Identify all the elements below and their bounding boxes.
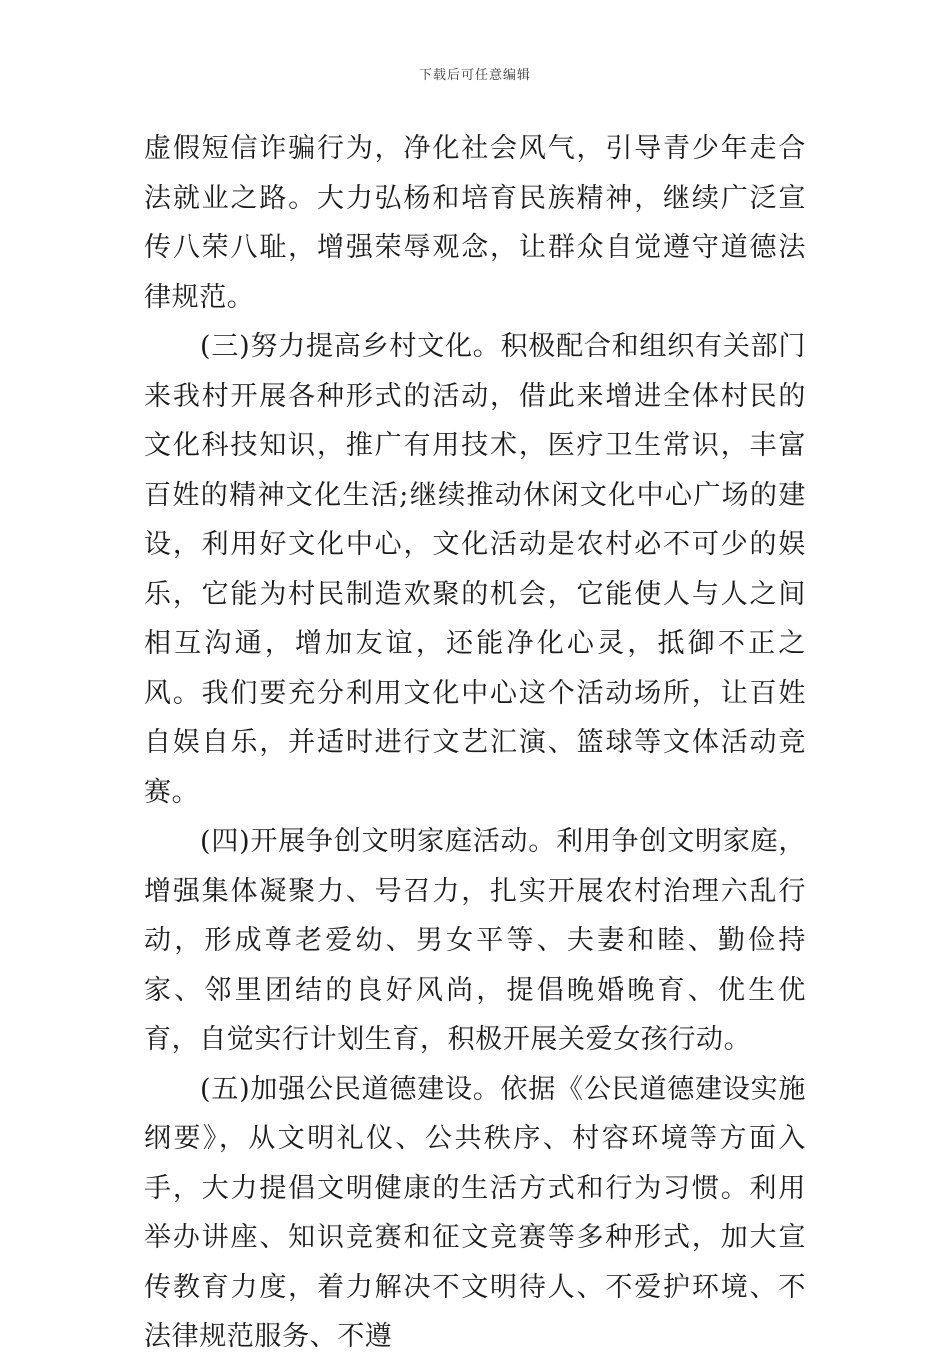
page-header-note: 下载后可任意编辑 xyxy=(418,68,531,83)
paragraph-section-5: (五)加强公民道德建设。依据《公民道德建设实施纲要》，从文明礼仪、公共秩序、村容环境等方面入手，大力提倡文明健康的生活方式和行为习惯。利用举办讲座、知识竞赛和征文竞赛等多种形式，加大宣传教育力度，着力解决不文明待人、不爱护环境、不法律规范服务、不遵 xyxy=(144,1073,806,1352)
paragraph-section-3: (三)努力提高乡村文化。积极配合和组织有关部门来我村开展各种形式的活动，借此来增进全体村民的文化科技知识，推广有用技术，医疗卫生常识，丰富百姓的精神文化生活;继续推动休闲文化中心广场的建设，利用好文化中心，文化活动是农村必不可少的娱乐，它能为村民制造欢聚的机会，它能使人与人之间相互沟通，增加友谊，还能净化心灵，抵御不正之风。我们要充分利用文化中心这个活动场所，让百姓自娱自乐，并适时进行文艺汇演、篮球等文体活动竞赛。 xyxy=(144,331,806,808)
document-body xyxy=(144,124,806,1362)
paragraph-section-4: (四)开展争创文明家庭活动。利用争创文明家庭，增强集体凝聚力、号召力，扎实开展农村治理六乱行动，形成尊老爱幼、男女平等、夫妻和睦、勤俭持家、邻里团结的良好风尚，提倡晚婚晚育、优生优育，自觉实行计划生育，积极开展关爱女孩行动。 xyxy=(144,826,806,1055)
paragraph-continuation: 虚假短信诈骗行为，净化社会风气，引导青少年走合法就业之路。大力弘杨和培育民族精神，继续广泛宣传八荣八耻，增强荣辱观念，让群众自觉遵守道德法律规范。 xyxy=(144,133,806,313)
